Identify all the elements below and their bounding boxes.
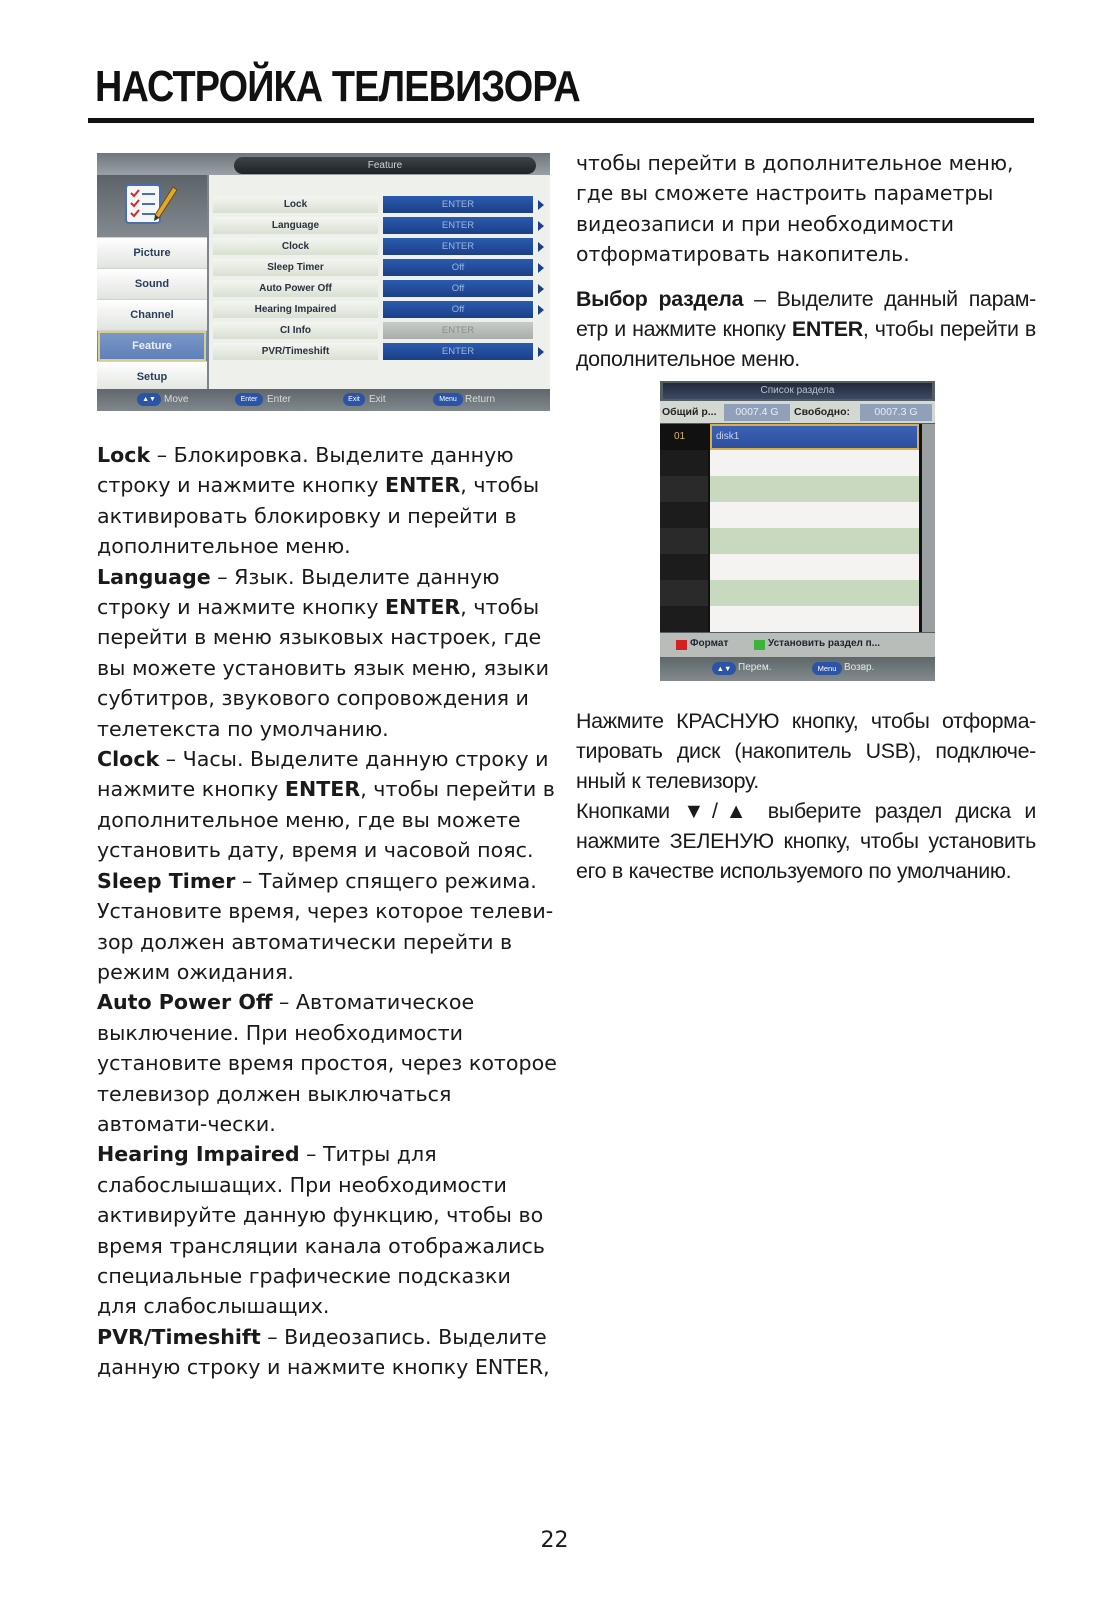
left-column-text	[97, 440, 557, 1383]
term: Language	[97, 564, 211, 589]
free-label: Свободно:	[794, 406, 850, 418]
feature-menu-sidebar	[97, 175, 207, 389]
menu-row-auto-power-off[interactable]	[209, 279, 550, 298]
red-button-icon	[676, 640, 687, 650]
term: PVR/Timeshift	[97, 1324, 261, 1349]
right-column-continuation	[576, 148, 1036, 270]
paragraph-hearing-impaired: Hearing Impaired – Титры для слабослышащих. При необходимости активируйте данную функцию, чтобы во время трансляции канала отображались специальные графические подсказки для слабослышащих.	[97, 1142, 545, 1319]
paragraph-auto-power-off: Auto Power Off – Автоматическое выключение. При необходимости установите время простоя, через которое телевизор должен выключаться автомати-чески.	[97, 990, 557, 1136]
term: Lock	[97, 443, 151, 467]
legend-label: Установить раздел п...	[768, 638, 881, 649]
menu-row-value: ENTER	[383, 196, 533, 213]
term: Auto Power Off	[97, 990, 273, 1015]
feature-menu-screenshot	[97, 153, 550, 411]
menu-row-pvr-timeshift[interactable]	[209, 342, 550, 361]
checklist-icon	[97, 175, 207, 237]
scrollbar[interactable]	[922, 424, 935, 632]
paragraph-format: Нажмите КРАСНУЮ кнопку, чтобы отформа-тировать диск (накопитель USB), подключе-нный к телевизору.	[576, 709, 1036, 793]
arrow-right-icon	[538, 284, 544, 294]
right-column-format	[576, 706, 1036, 886]
footer-label: Enter	[267, 394, 291, 405]
feature-menu-footer	[97, 389, 550, 411]
move-key-icon: ▲▼	[712, 662, 736, 675]
paragraph-lock: Lock – Блокировка. Выделите данную строку и нажмите кнопку ENTER, чтобы активировать блокировку и перейти в дополнительное меню.	[97, 443, 540, 559]
partition-menu-legend	[660, 633, 935, 657]
partition-row-selected[interactable]: disk1	[710, 424, 919, 450]
arrow-right-icon	[538, 347, 544, 357]
arrow-right-icon	[538, 200, 544, 210]
partition-menu-header: Список раздела	[663, 383, 932, 399]
menu-row-value: ENTER	[383, 217, 533, 234]
total-value: 0007.4 G	[724, 404, 790, 421]
paragraph-select-partition: Кнопками ▼/▲ выберите раздел диска и нажмите ЗЕЛЕНУЮ кнопку, чтобы установить его в качестве используемого по умолчанию.	[576, 799, 1036, 883]
paragraph-sleep-timer: Sleep Timer – Таймер спящего режима. Установите время, через которое телеви-зор должен автоматически перейти в режим ожидания.	[97, 868, 554, 984]
page-title: НАСТРОЙКА ТЕЛЕВИЗОРА	[95, 62, 580, 111]
menu-row-value: Off	[383, 301, 533, 318]
list-item[interactable]	[710, 450, 919, 476]
menu-key-icon: Menu	[812, 662, 842, 675]
paragraph-pvr-continuation: чтобы перейти в дополнительное меню, где вы сможете настроить параметры видеозаписи и при необходимости отформатировать накопитель.	[576, 151, 1014, 267]
menu-row-value: ENTER	[383, 343, 533, 360]
menu-row-ci-info[interactable]	[209, 321, 550, 340]
menu-row-label: Auto Power Off	[213, 280, 378, 297]
list-item[interactable]	[710, 554, 919, 580]
sidebar-item-feature[interactable]: Feature	[97, 330, 207, 362]
partition-menu-screenshot	[660, 381, 935, 681]
term: Выбор раздела	[576, 287, 744, 311]
menu-row-language[interactable]	[209, 216, 550, 235]
arrow-right-icon	[538, 221, 544, 231]
menu-row-label: Sleep Timer	[213, 259, 378, 276]
partition-list	[660, 424, 935, 632]
list-item[interactable]	[710, 580, 919, 606]
list-item[interactable]	[710, 502, 919, 528]
page-number: 22	[540, 1528, 569, 1553]
menu-key-icon: Menu	[433, 393, 463, 406]
sidebar-item-picture[interactable]: Picture	[97, 237, 207, 269]
sidebar-item-setup[interactable]: Setup	[97, 361, 207, 393]
sidebar-item-channel[interactable]: Channel	[97, 299, 207, 331]
menu-row-label: Hearing Impaired	[213, 301, 378, 318]
move-key-icon: ▲▼	[137, 393, 161, 406]
menu-row-clock[interactable]	[209, 237, 550, 256]
partition-menu-footer	[660, 657, 935, 681]
partition-info-bar	[660, 401, 935, 423]
menu-row-label: Lock	[213, 196, 378, 213]
feature-menu-header: Feature	[234, 157, 536, 174]
feature-menu-panel	[209, 175, 550, 389]
paragraph-clock: Clock – Часы. Выделите данную строку и нажмите кнопку ENTER, чтобы перейти в дополнительное меню, где вы можете установить дату, время и часовой пояс.	[97, 747, 555, 863]
footer-label: Exit	[369, 394, 386, 405]
free-value: 0007.3 G	[860, 404, 932, 421]
enter-key-icon: Enter	[235, 393, 263, 406]
green-button-icon	[754, 640, 765, 650]
menu-row-value: ENTER	[383, 322, 533, 339]
term: Hearing Impaired	[97, 1142, 300, 1167]
footer-label: Move	[164, 394, 189, 405]
paragraph-pvr-timeshift: PVR/Timeshift – Видеозапись. Выделите данную строку и нажмите кнопку ENTER,	[97, 1324, 550, 1380]
menu-row-sleep-timer[interactable]	[209, 258, 550, 277]
sidebar-item-sound[interactable]: Sound	[97, 268, 207, 300]
footer-label: Перем.	[738, 662, 772, 673]
total-label: Общий р...	[662, 406, 717, 418]
paragraph-language: Language – Язык. Выделите данную строку и нажмите кнопку ENTER, чтобы перейти в меню языковых настроек, где вы можете установить язык меню, языки субтитров, звукового сопровождения и телетекста по умолчанию.	[97, 564, 550, 741]
menu-row-value: ENTER	[383, 238, 533, 255]
menu-row-value: Off	[383, 259, 533, 276]
menu-row-value: Off	[383, 280, 533, 297]
legend-label: Формат	[690, 638, 729, 649]
footer-label: Return	[465, 394, 496, 405]
menu-row-hearing-impaired[interactable]	[209, 300, 550, 319]
term: Sleep Timer	[97, 868, 236, 893]
arrow-right-icon	[538, 305, 544, 315]
exit-key-icon: Exit	[343, 393, 365, 406]
menu-row-label: Language	[213, 217, 378, 234]
menu-row-label: CI Info	[213, 322, 378, 339]
partition-index: 01	[674, 431, 686, 442]
list-item[interactable]	[710, 476, 919, 502]
menu-row-label: Clock	[213, 238, 378, 255]
list-item[interactable]	[710, 528, 919, 554]
list-item[interactable]	[710, 606, 919, 632]
menu-row-lock[interactable]	[209, 195, 550, 214]
right-column-partition	[576, 284, 1036, 374]
paragraph-partition-select: Выбор раздела – Выделите данный парам-етр и нажмите кнопку ENTER, чтобы перейти в дополнительное меню.	[576, 287, 1037, 371]
menu-row-label: PVR/Timeshift	[213, 343, 378, 360]
arrow-right-icon	[538, 242, 544, 252]
arrow-right-icon	[538, 263, 544, 273]
term: Clock	[97, 747, 160, 772]
footer-label: Возвр.	[844, 662, 875, 673]
title-divider	[88, 118, 1034, 123]
